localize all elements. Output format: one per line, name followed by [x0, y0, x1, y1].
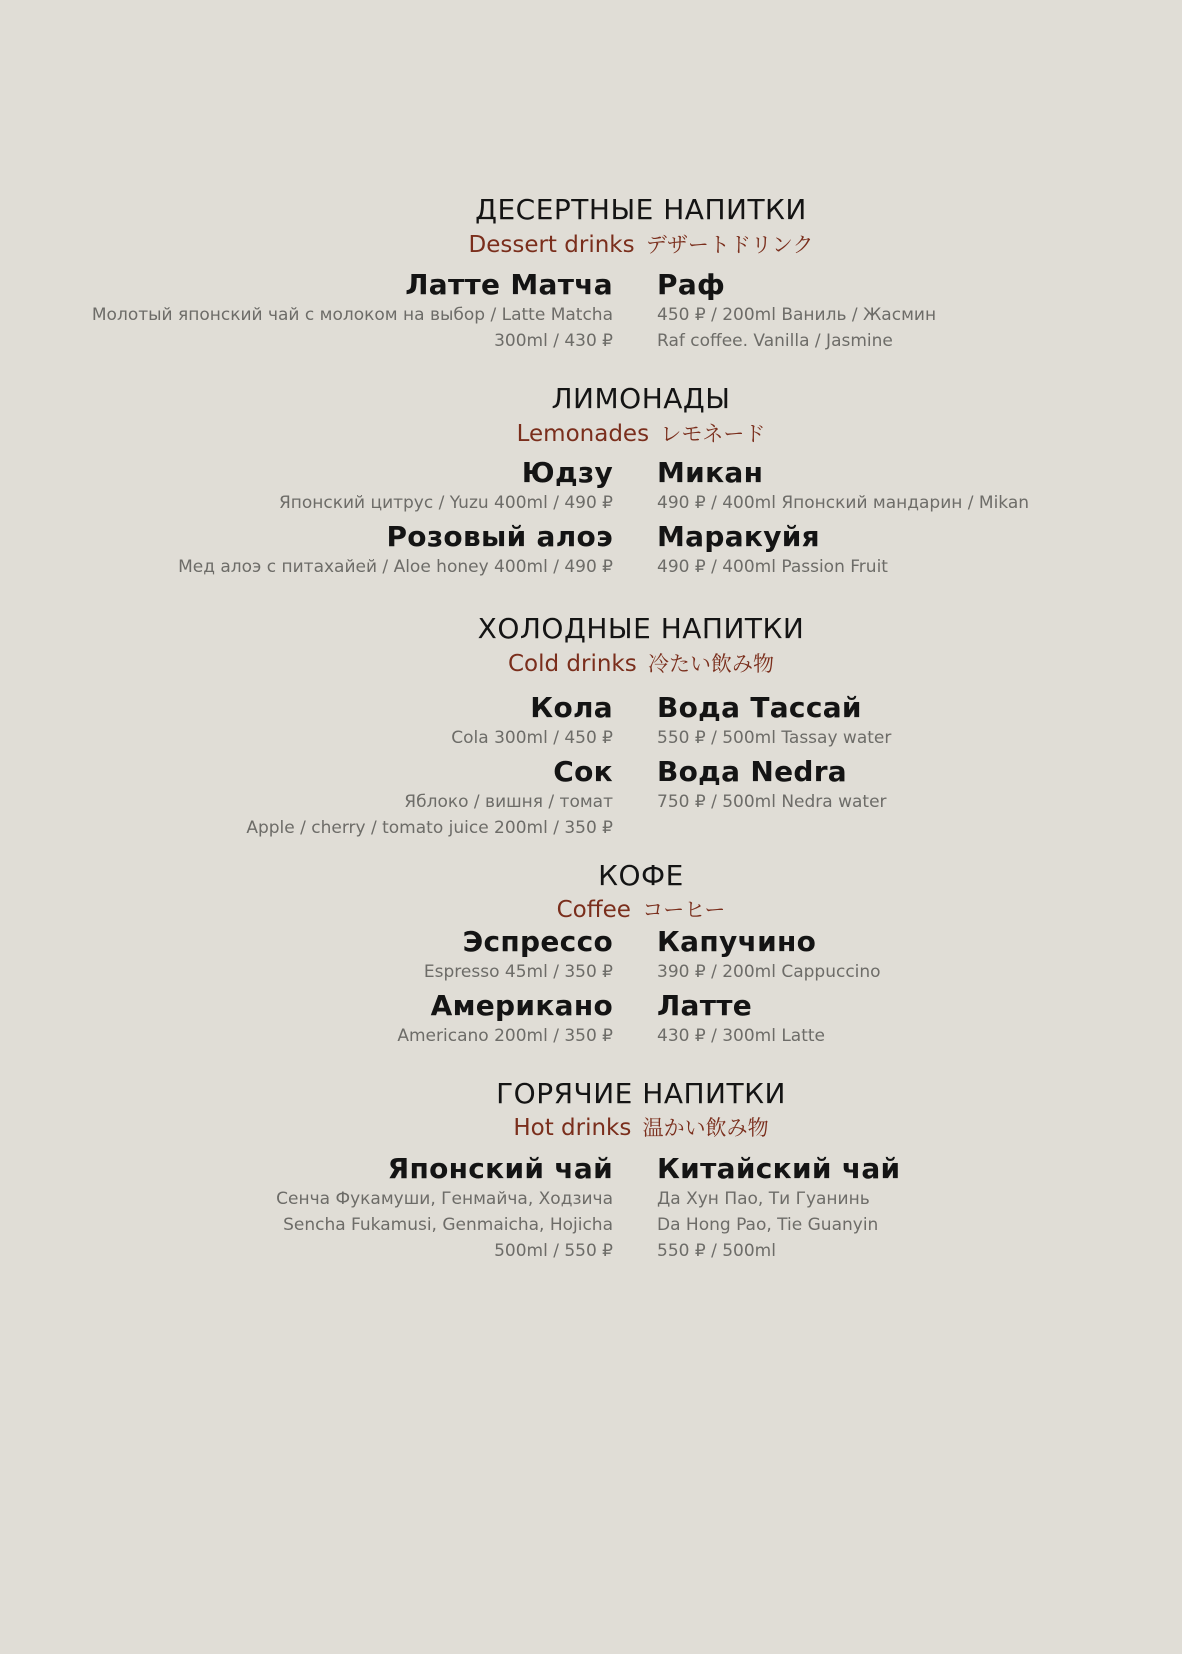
menu-item-yuzu	[279, 456, 613, 516]
section-subtitle	[0, 229, 1182, 259]
item-price: 550 ₽ / 500ml	[657, 1241, 776, 1261]
menu-item-juice	[246, 755, 613, 841]
item-desc: 490 ₽ / 400ml Японский мандарин / Mikan	[657, 493, 1030, 513]
item-desc: Сенча Фукамуши, Генмайча, Ходзича	[276, 1189, 613, 1209]
menu-item-latte-matcha	[92, 268, 613, 354]
item-desc: Мед алоэ с питахайей / Aloe honey 400ml / 490 ₽	[178, 557, 613, 577]
item-desc: Японский цитрус / Yuzu 400ml / 490 ₽	[278, 493, 613, 513]
subtitle-en: Dessert drinks	[468, 232, 635, 258]
item-desc: Americano 200ml / 350 ₽	[397, 1026, 613, 1046]
item-name: Кола	[530, 691, 613, 724]
item-desc: Apple / cherry / tomato juice 200ml / 350 ₽	[246, 818, 613, 838]
menu-item-pink-aloe	[178, 520, 613, 580]
section-subtitle	[0, 648, 1182, 678]
item-name: Японский чай	[387, 1152, 613, 1185]
item-desc: 390 ₽ / 200ml Cappuccino	[657, 962, 881, 982]
subtitle-jp: コーヒー	[642, 898, 726, 922]
item-desc: Raf coffee. Vanilla / Jasmine	[657, 331, 893, 351]
item-price: 300ml / 430 ₽	[494, 331, 613, 351]
subtitle-jp: 冷たい飲み物	[648, 652, 775, 676]
item-name: Эспрессо	[462, 925, 613, 958]
item-desc: 550 ₽ / 500ml Tassay water	[657, 728, 892, 748]
section-subtitle	[0, 418, 1182, 448]
item-name: Розовый алоэ	[386, 520, 613, 553]
subtitle-en: Hot drinks	[513, 1115, 632, 1141]
item-name: Китайский чай	[657, 1152, 901, 1185]
section-title: ГОРЯЧИЕ НАПИТКИ	[496, 1077, 786, 1110]
subtitle-jp: デザートドリンク	[645, 233, 814, 257]
subtitle-en: Cold drinks	[507, 651, 637, 677]
subtitle-jp: レモネード	[660, 422, 766, 446]
section-title: КОФЕ	[598, 859, 684, 892]
menu-item-latte	[657, 989, 825, 1049]
menu-item-raf	[657, 268, 936, 354]
item-name: Вода Nedra	[657, 755, 848, 788]
item-name: Раф	[657, 268, 726, 301]
menu-item-mikan	[657, 456, 1029, 516]
menu-item-japanese-tea	[276, 1152, 613, 1264]
item-desc: 490 ₽ / 400ml Passion Fruit	[657, 557, 888, 577]
menu-item-cappuccino	[657, 925, 881, 985]
section-subtitle	[0, 894, 1182, 924]
menu-item-americano	[397, 989, 613, 1049]
menu-item-maracuja	[657, 520, 888, 580]
section-title: ХОЛОДНЫЕ НАПИТКИ	[477, 612, 805, 645]
section-title: ЛИМОНАДЫ	[551, 382, 731, 415]
menu-item-espresso	[424, 925, 613, 985]
subtitle-jp: 温かい飲み物	[642, 1116, 769, 1140]
menu-item-tassay-water	[657, 691, 891, 751]
subtitle-en: Lemonades	[516, 421, 650, 447]
section-subtitle	[0, 1112, 1182, 1142]
item-desc: 750 ₽ / 500ml Nedra water	[657, 792, 887, 812]
item-desc: Cola 300ml / 450 ₽	[451, 728, 613, 748]
item-desc: Да Хун Пао, Ти Гуанинь	[657, 1189, 870, 1209]
menu-item-cola	[451, 691, 613, 751]
item-name: Маракуйя	[657, 520, 820, 553]
item-price: 450 ₽ / 200ml Ваниль / Жасмин	[657, 305, 937, 325]
item-desc: Молотый японский чай с молоком на выбор / Latte Matcha	[91, 305, 613, 325]
section-title: ДЕСЕРТНЫЕ НАПИТКИ	[475, 193, 807, 226]
menu-item-nedra-water	[657, 755, 887, 815]
item-name: Капучино	[657, 925, 817, 958]
item-desc: Яблоко / вишня / томат	[404, 792, 613, 812]
item-name: Вода Тассай	[657, 691, 862, 724]
item-name: Микан	[657, 456, 764, 489]
subtitle-en: Coffee	[556, 897, 631, 923]
item-name: Латте	[657, 989, 753, 1022]
item-desc: 430 ₽ / 300ml Latte	[657, 1026, 826, 1046]
item-price: 500ml / 550 ₽	[494, 1241, 613, 1261]
menu-item-chinese-tea	[657, 1152, 900, 1264]
item-name: Сок	[553, 755, 613, 788]
item-desc: Espresso 45ml / 350 ₽	[423, 962, 613, 982]
item-name: Американо	[430, 989, 613, 1022]
item-name: Латте Матча	[405, 268, 613, 301]
item-name: Юдзу	[521, 456, 613, 489]
item-desc: Da Hong Pao, Tie Guanyin	[657, 1215, 879, 1235]
item-desc: Sencha Fukamusi, Genmaicha, Hojicha	[283, 1215, 613, 1235]
